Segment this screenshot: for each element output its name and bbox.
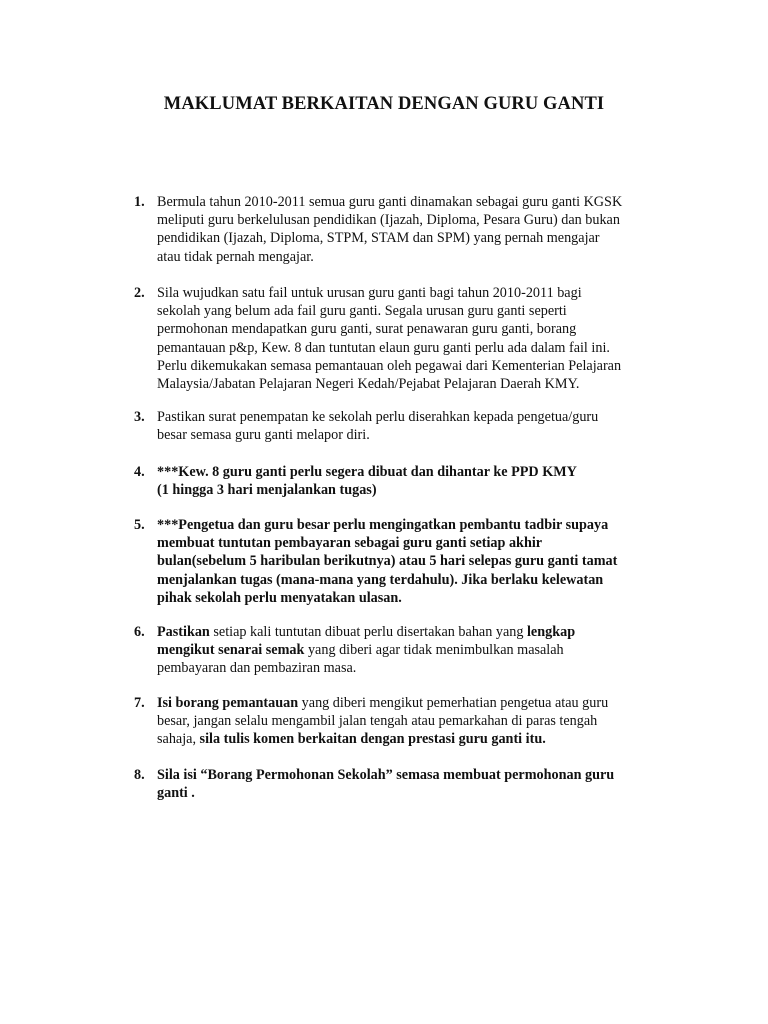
item-line (157, 712, 664, 730)
item-text (157, 193, 664, 266)
item-line: (1 hingga 3 hari menjalankan tugas) (157, 482, 377, 499)
item-number: 4. (134, 464, 145, 480)
item-line: besar semasa guru ganti melapor diri. (157, 427, 370, 444)
item-line: membuat tuntutan pembayaran sebagai guru ganti setiap akhir (157, 535, 543, 552)
item-text (157, 766, 664, 802)
item-text (157, 623, 664, 678)
item-number: 6. (134, 624, 145, 640)
text-segment: besar, jangan selalu mengambil jalan tengah atau pemarkahan di paras tengah (157, 713, 598, 730)
list-item-6 (134, 623, 664, 678)
item-number: 2. (134, 285, 145, 301)
item-text (157, 463, 664, 499)
list-item-1 (134, 193, 664, 266)
bold-segment: mengikut senarai semak (157, 642, 305, 659)
item-text (157, 408, 664, 444)
item-line: ***Pengetua dan guru besar perlu mengingatkan pembantu tadbir supaya (157, 517, 609, 533)
item-line (157, 623, 664, 641)
item-line: Pastikan surat penempatan ke sekolah perlu diserahkan kepada pengetua/guru (157, 409, 599, 425)
item-number: 1. (134, 194, 145, 210)
item-line: pihak sekolah perlu menyatakan ulasan. (157, 589, 402, 606)
item-line: ***Kew. 8 guru ganti perlu segera dibuat dan dihantar ke PPD KMY (157, 464, 577, 480)
item-line: pemantauan p&p, Kew. 8 dan tuntutan elaun guru ganti perlu ada dalam fail ini. (157, 339, 610, 356)
item-line: Malaysia/Jabatan Pelajaran Negeri Kedah/Pejabat Pelajaran Daerah KMY. (157, 376, 580, 393)
item-text (157, 284, 664, 393)
item-text (157, 694, 664, 749)
item-line: permohonan mendapatkan guru ganti, surat penawaran guru ganti, borang (157, 321, 577, 338)
document-title: MAKLUMAT BERKAITAN DENGAN GURU GANTI (163, 94, 605, 114)
text-segment: sahaja, (157, 731, 200, 748)
item-number: 5. (134, 517, 145, 533)
item-line: sekolah yang belum ada fail guru ganti. Segala urusan guru ganti seperti (157, 303, 567, 320)
item-line: pendidikan (Ijazah, Diploma, STPM, STAM dan SPM) yang pernah mengajar (157, 230, 600, 247)
item-line: Perlu dikemukakan semasa pemantauan oleh pegawai dari Kementerian Pelajaran (157, 357, 622, 374)
text-segment: yang diberi mengikut pemerhatian pengetua atau guru (298, 695, 609, 711)
text-segment: setiap kali tuntutan dibuat perlu disertakan bahan yang (209, 624, 527, 640)
text-segment: yang diberi agar tidak menimbulkan masalah (304, 642, 564, 659)
list-item-5 (134, 516, 664, 607)
bold-segment: lengkap (526, 624, 576, 640)
item-text (157, 516, 664, 607)
item-line: menjalankan tugas (mana-mana yang terdahulu). Jika berlaku kelewatan (157, 571, 604, 588)
item-line: ganti . (157, 785, 195, 802)
item-line: Sila isi “Borang Permohonan Sekolah” semasa membuat permohonan guru (157, 767, 615, 783)
item-line (157, 694, 664, 712)
list-item-7 (134, 694, 664, 749)
item-line: bulan(sebelum 5 haribulan berikutnya) atau 5 hari selepas guru ganti tamat (157, 553, 618, 570)
bold-segment: Pastikan (157, 624, 210, 640)
item-line: Bermula tahun 2010-2011 semua guru ganti dinamakan sebagai guru ganti KGSK (157, 194, 623, 210)
item-line: Sila wujudkan satu fail untuk urusan guru ganti bagi tahun 2010-2011 bagi (157, 285, 582, 301)
bold-segment: Isi borang pemantauan (157, 695, 299, 711)
item-number: 7. (134, 695, 145, 711)
item-line (157, 730, 664, 748)
item-number: 3. (134, 409, 145, 425)
item-line (157, 641, 664, 659)
bold-segment: sila tulis komen berkaitan dengan prestasi guru ganti itu. (199, 731, 546, 748)
item-line: meliputi guru berkelulusan pendidikan (Ijazah, Diploma, Pesara Guru) dan bukan (157, 212, 620, 229)
text-segment: pembayaran dan pembaziran masa. (157, 660, 357, 677)
item-line: atau tidak pernah mengajar. (157, 248, 314, 265)
list-item-8 (134, 766, 664, 802)
item-number: 8. (134, 767, 145, 783)
list-item-2 (134, 284, 664, 393)
list-item-3 (134, 408, 664, 444)
list-item-4 (134, 463, 664, 499)
item-line (157, 659, 664, 677)
